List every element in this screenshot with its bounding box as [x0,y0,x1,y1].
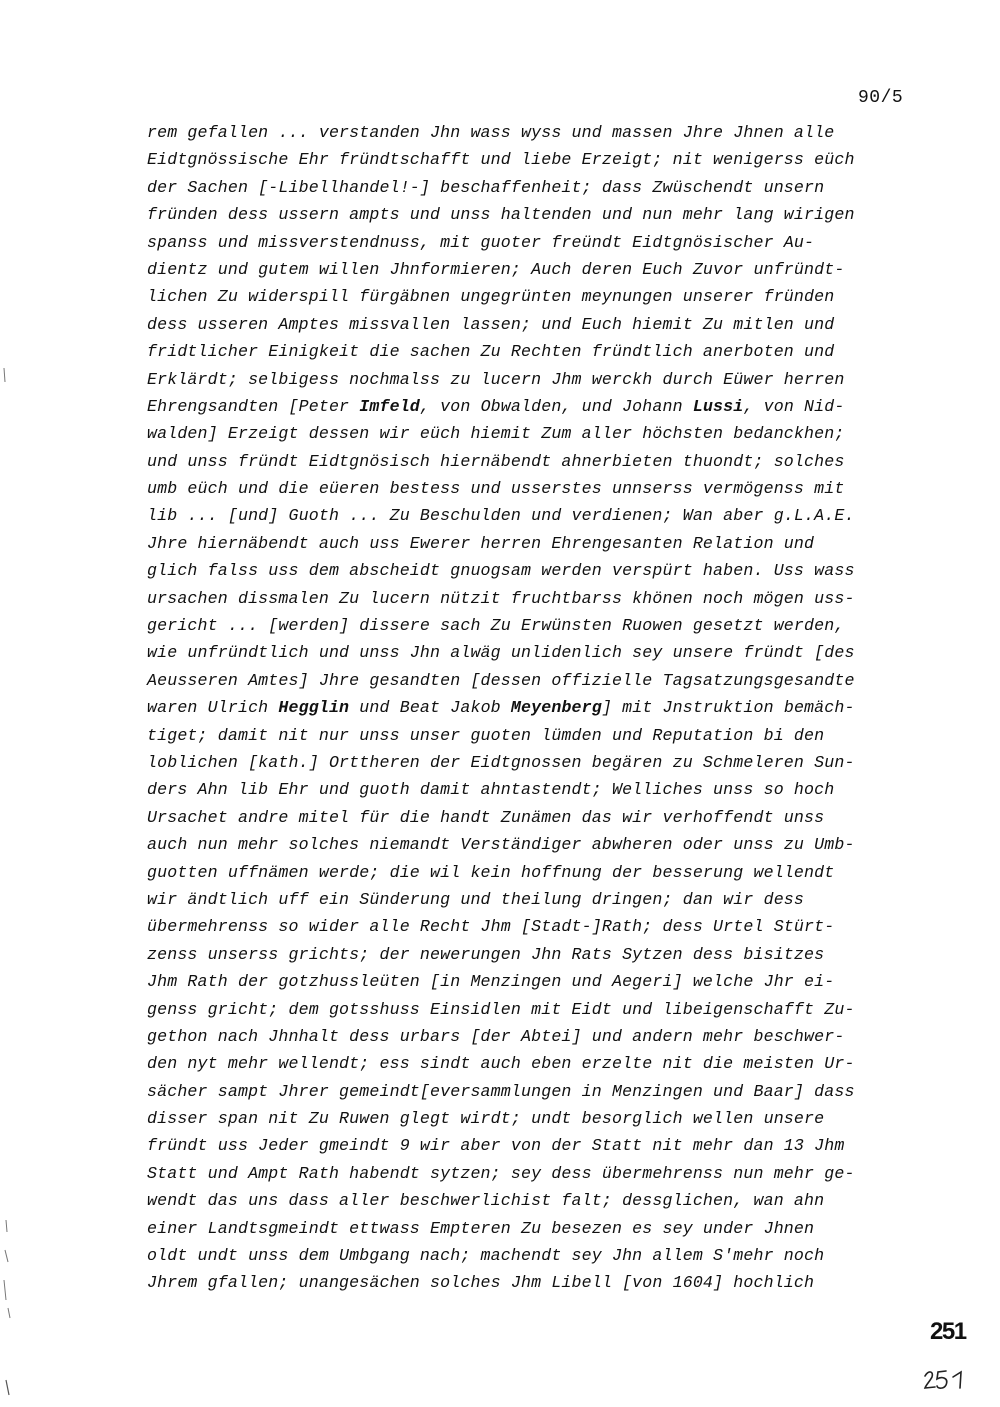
text-segment: und Beat Jakob [349,698,511,718]
text-line [147,283,927,310]
text-segment: Aeusseren Amtes] Jhre gesandten [dessen offizielle Tagsatzungsgesandte [147,670,855,690]
text-line [147,448,927,475]
text-line [147,667,927,694]
text-segment: loblichen [kath.] Orttheren der Eidtgnossen begären zu Schmeleren Sun- [147,752,855,772]
text-line [147,1132,927,1159]
text-line [147,776,927,803]
text-line [147,201,927,228]
text-segment: Jhre hiernäbendt auch uss Ewerer herren Ehrengesanten Relation und [147,533,815,553]
text-segment: , von Obwalden, und Johann [419,396,693,416]
text-segment: ders Ahn lib Ehr und guoth damit ahntastendt; Welliches unss so hoch [147,780,835,800]
text-segment: walden] Erzeigt dessen wir eüch hiemit Zum aller höchsten bedanckhen; [147,424,845,444]
text-segment: Ursachet andre mitel für die handt Zunämen das wir verhoffendt unss [147,807,825,827]
text-segment: der Sachen [-Libellhandel!-] beschaffenheit; dass Zwüschendt unsern [147,177,825,197]
page-number: 90/5 [858,88,904,108]
text-segment: spanss und missverstendnuss, mit guoter freündt Eidtgnösischer Au- [147,232,815,252]
text-line [147,585,927,612]
text-line [147,146,927,173]
text-segment: disser span nit Zu Ruwen glegt wirdt; undt besorglich wellen unsere [147,1109,825,1129]
text-segment: fründen dess ussern ampts und unss haltenden und nun mehr lang wirigen [147,205,855,225]
text-segment: Eidtgnössische Ehr fründtschafft und liebe Erzeigt; nit wenigerss eüch [147,150,855,170]
text-line [147,1078,927,1105]
text-line [147,996,927,1023]
text-line [147,311,927,338]
text-line [147,1105,927,1132]
text-segment: glich falss uss dem abscheidt gnuogsam werden verspürt haben. Uss wass [147,561,855,581]
text-line [147,256,927,283]
text-segment: Jhrem gfallen; unangesächen solches Jhm Libell [von 1604] hochlich [147,1273,815,1293]
emphasized-name: Lussi [692,396,744,416]
text-segment: den nyt mehr wellendt; ess sindt auch eben erzelte nit die meisten Ur- [147,1054,855,1074]
text-line [147,913,927,940]
text-line [147,502,927,529]
text-segment: zenss unserss grichts; der newerungen Jhn Rats Sytzen dess bisitzes [147,944,825,964]
text-segment: Jhm Rath der gotzhussleüten [in Menzingen und Aegeri] welche Jhr ei- [147,972,835,992]
text-line [147,1160,927,1187]
text-line [147,1187,927,1214]
text-segment: ] mit Jnstruktion bemäch- [601,698,855,718]
text-line [147,557,927,584]
text-segment: fridtlicher Einigkeit die sachen Zu Rechten fründtlich anerboten und [147,342,835,362]
text-segment: wir ändtlich uff ein Sünderung und theilung dringen; dan wir dess [147,889,805,909]
text-line [147,1050,927,1077]
text-segment: sächer sampt Jhrer gemeindt[eversammlungen in Menzingen und Baar] dass [147,1081,855,1101]
text-line [147,366,927,393]
text-segment: waren Ulrich [147,698,279,718]
text-line [147,174,927,201]
emphasized-name: Meyenberg [510,698,602,718]
text-segment: auch nun mehr solches niemandt Verständiger abwheren oder unss zu Umb- [147,835,855,855]
text-line [147,1023,927,1050]
handwritten-page-number [922,1366,968,1392]
text-segment: einer Landtsgmeindt ettwass Empteren Zu besezen es sey under Jhnen [147,1218,815,1238]
text-segment: Statt und Ampt Rath habendt sytzen; sey dess übermehrenss nun mehr ge- [147,1163,855,1183]
text-segment: ursachen dissmalen Zu lucern nützit fruchtbarss khönen noch mögen uss- [147,588,855,608]
text-segment: rem gefallen ... verstanden Jhn wass wyss und massen Jhre Jhnen alle [147,123,835,142]
text-segment: tiget; damit nit nur unss unser guoten lümden und Reputation bi den [147,725,825,745]
text-line [147,722,927,749]
text-line [147,475,927,502]
text-line [147,612,927,639]
text-line [147,530,927,557]
text-segment: Erklärdt; selbigess nochmalss zu lucern Jhm werckh durch Eüwer herren [147,369,845,389]
text-line [147,338,927,365]
body-text [147,119,927,1297]
text-line [147,420,927,447]
text-line [147,639,927,666]
text-segment: gericht ... [werden] dissere sach Zu Erwünsten Ruowen gesetzt werden, [147,616,845,636]
text-line [147,831,927,858]
emphasized-name: Hegglin [278,698,350,718]
text-segment: lib ... [und] Guoth ... Zu Beschulden und verdienen; Wan aber g.L.A.E. [147,506,855,526]
text-line [147,229,927,256]
text-line [147,941,927,968]
text-segment: guotten uffnämen werde; die wil kein hoffnung der besserung wellendt [147,862,835,882]
emphasized-name: Imfeld [359,396,420,416]
text-line [147,859,927,886]
text-segment: umb eüch und die eüeren bestess und usserstes unnserss vermögenss mit [147,479,845,499]
text-segment: gethon nach Jhnhalt dess urbars [der Abtei] und andern mehr beschwer- [147,1026,845,1046]
text-segment: lichen Zu widerspill fürgäbnen ungegrünten meynungen unserer fründen [147,287,835,307]
scan-edge-marks [0,0,20,1407]
text-line [147,393,927,420]
text-line [147,1269,927,1296]
archive-stamp-number: 251 [930,1318,966,1345]
text-line [147,119,927,146]
text-segment: wendt das uns dass aller beschwerlichist falt; dessglichen, wan ahn [147,1191,825,1211]
text-line [147,886,927,913]
text-segment: fründt uss Jeder gmeindt 9 wir aber von der Statt nit mehr dan 13 Jhm [147,1136,845,1156]
text-segment: übermehrenss so wider alle Recht Jhm [Stadt-]Rath; dess Urtel Stürt- [147,917,835,937]
text-segment: und unss fründt Eidtgnösisch hiernäbendt ahnerbieten thuondt; solches [147,451,845,471]
text-line [147,749,927,776]
text-line [147,1242,927,1269]
text-line [147,968,927,995]
text-line [147,694,927,721]
text-line [147,804,927,831]
text-segment: dess usseren Amptes missvallen lassen; und Euch hiemit Zu mitlen und [147,314,835,334]
text-segment: oldt undt unss dem Umbgang nach; machendt sey Jhn allem S'mehr noch [147,1246,825,1266]
text-segment: dientz und gutem willen Jhnformieren; Auch deren Euch Zuvor unfründt- [147,259,845,279]
text-segment: Ehrengsandten [Peter [147,396,360,416]
text-segment: , von Nid- [743,396,845,416]
text-segment: wie unfründtlich und unss Jhn alwäg unlidenlich sey unsere fründt [des [147,643,855,663]
text-line [147,1215,927,1242]
text-segment: genss gricht; dem gotsshuss Einsidlen mit Eidt und libeigenschafft Zu- [147,999,855,1019]
